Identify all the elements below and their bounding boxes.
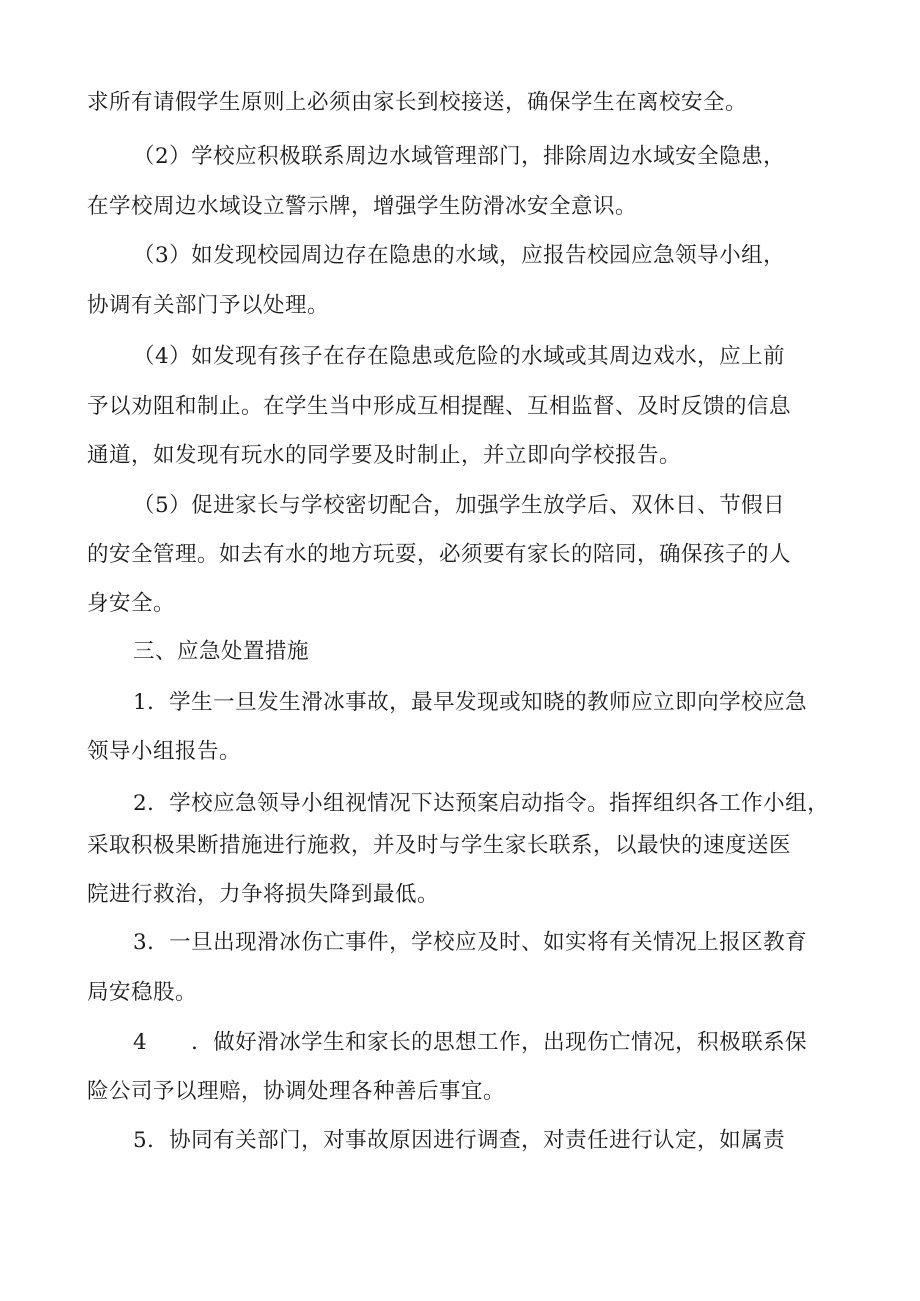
- text-line: 1．学生一旦发生滑冰事故，最早发现或知晓的教师应立即向学校应急: [133, 690, 808, 715]
- text-line: 院进行救治，力争将损失降到最低。: [87, 882, 440, 907]
- text-line: 4 ．做好滑冰学生和家长的思想工作，出现伤亡情况，积极联系保: [133, 1030, 808, 1055]
- text-line: 的安全管理。如去有水的地方玩耍，必须要有家长的陪同，确保孩子的人: [87, 542, 792, 567]
- text-line: 协调有关部门予以处理。: [87, 293, 330, 318]
- section-heading: 三、应急处置措施: [133, 639, 310, 664]
- text-line: 2．学校应急领导小组视情况下达预案启动指令。指挥组织各工作小组，: [133, 791, 830, 816]
- text-line: 5．协同有关部门，对事故原因进行调查，对责任进行认定，如属责: [133, 1128, 786, 1153]
- text-line: 局安稳股。: [87, 980, 198, 1005]
- text-line: 领导小组报告。: [87, 739, 242, 764]
- text-line: （3）如发现校园周边存在隐患的水域，应报告校园应急领导小组，: [133, 243, 786, 268]
- text-line: （5）促进家长与学校密切配合，加强学生放学后、双休日、节假日: [133, 493, 786, 518]
- text-line: 予以劝阻和制止。在学生当中形成互相提醒、互相监督、及时反馈的信息: [87, 394, 792, 419]
- text-line: 身安全。: [87, 591, 176, 616]
- text-line: 求所有请假学生原则上必须由家长到校接送，确保学生在离校安全。: [87, 90, 748, 115]
- text-line: 3．一旦出现滑冰伤亡事件，学校应及时、如实将有关情况上报区教育: [133, 930, 808, 955]
- text-line: 险公司予以理赔，协调处理各种善后事宜。: [87, 1079, 506, 1104]
- text-line: 采取积极果断措施进行施救，并及时与学生家长联系，以最快的速度送医: [87, 833, 792, 858]
- text-line: 通道，如发现有玩水的同学要及时制止，并立即向学校报告。: [87, 443, 682, 468]
- text-line: 在学校周边水域设立警示牌，增强学生防滑冰安全意识。: [87, 194, 638, 219]
- text-line: （4）如发现有孩子在存在隐患或危险的水域或其周边戏水，应上前: [133, 344, 786, 369]
- text-line: （2）学校应积极联系周边水域管理部门，排除周边水域安全隐患，: [133, 144, 786, 169]
